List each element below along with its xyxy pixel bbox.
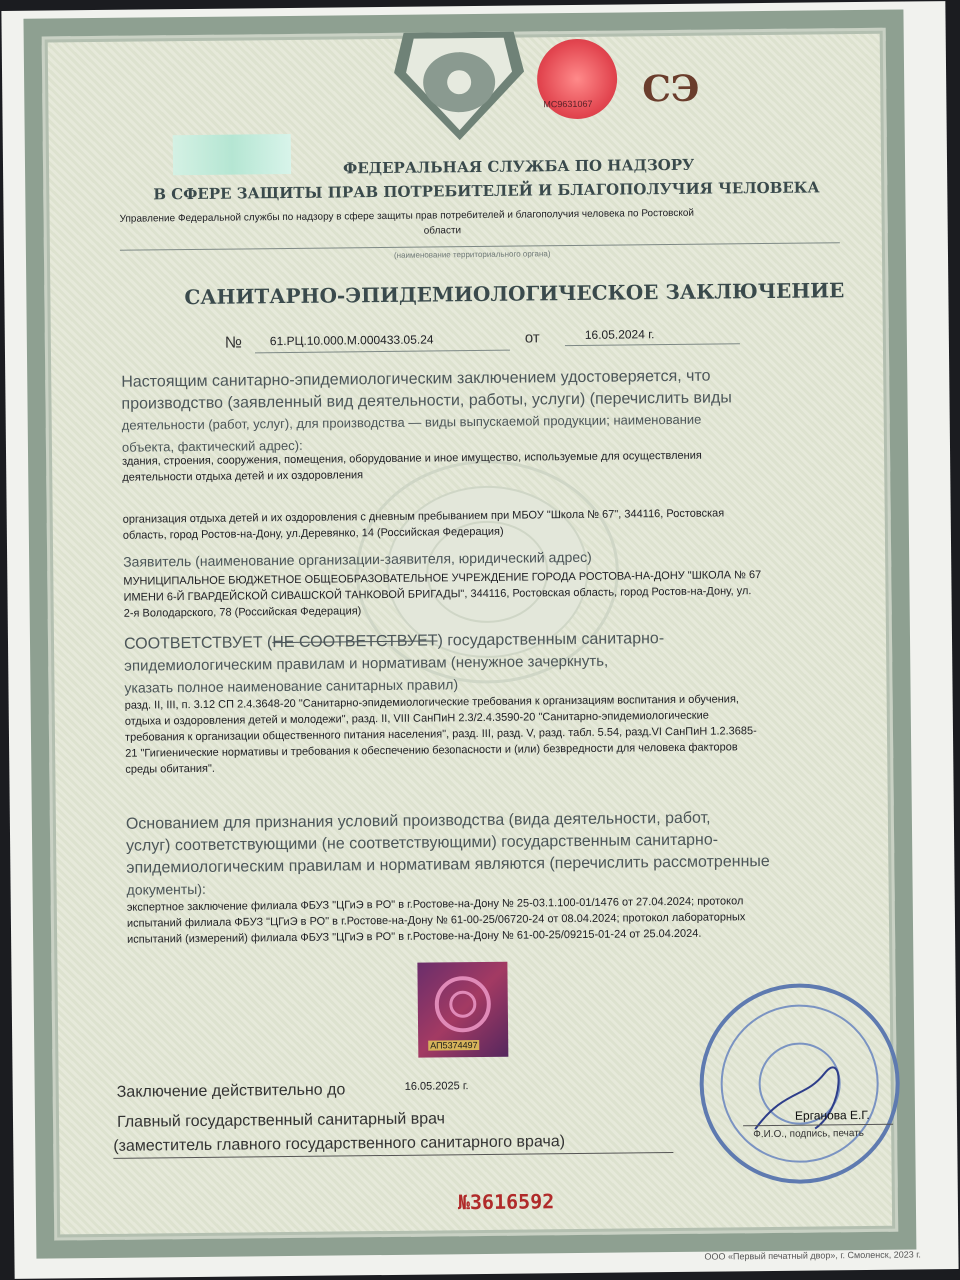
validity-date: 16.05.2025 г. <box>404 1080 469 1093</box>
security-hologram: МС9631067 <box>537 39 618 120</box>
object-value-line2: область, город Ростов-на-Дону, ул.Деревянко, 14 (Российская Федерация) <box>122 525 504 542</box>
compliance-line2: эпидемиологическим правилам и нормативам (ненужное зачеркнуть, <box>124 652 609 675</box>
number-prefix: № <box>224 334 243 352</box>
certificate-number: 61.РЦ.10.000.М.000433.05.24 <box>269 332 434 349</box>
applicant-value: МУНИЦИПАЛЬНОЕ БЮДЖЕТНОЕ ОБЩЕОБРАЗОВАТЕЛЬНОЕ УЧРЕЖДЕНИЕ ГОРОДА РОСТОВА-НА-ДОНУ "ШКОЛА № 67 <box>123 569 762 588</box>
agency-name: ФЕДЕРАЛЬНАЯ СЛУЖБА ПО НАДЗОРУ <box>342 155 695 178</box>
basis-text-line2: услуг) соответствующими (не соответствующими) государственным санитарно- <box>126 831 719 855</box>
date-prefix: от <box>524 329 540 347</box>
activity-value: здания, строения, сооружения, помещения, оборудование и иное имущество, используемые для осуществления <box>122 449 702 468</box>
compliance-rest: ) государственным санитарно- <box>437 630 665 650</box>
serial-number: №3616592 <box>457 1189 555 1215</box>
certifies-text: Настоящим санитарно-эпидемиологическим заключением удостоверяется, что <box>121 367 711 391</box>
basis-value-line3: испытаний (измерений) филиала ФБУЗ "ЦГиЭ в РО" в г.Ростове-на-Дону № 61-00-25/09215-01-24 от 25.04.2024. <box>127 927 702 946</box>
signatory-title: Главный государственный санитарный врач <box>116 1110 446 1131</box>
rules-value-line3: требования к организации общественного питания населения", разд. III, разд. V, разд. табл. 5.54, разд.VI СанПиН 1.2.3685- <box>124 725 757 744</box>
basis-value: экспертное заключение филиала ФБУЗ "ЦГиЭ в РО" в г.Ростове-на-Дону № 25-03.1.100-01/1476 от 27.04.2024; протокол <box>126 895 744 914</box>
certifies-text-line2: производство (заявленный вид деятельности, работы, услуги) (перечислить виды <box>121 389 732 413</box>
rules-value-line2: отдыха и оздоровления детей и молодежи", разд. II, VIII СанПиН 2.3/2.4.3590-20 "Санитарно-эпидемиологические <box>124 709 709 728</box>
document-paper <box>1 1 958 1279</box>
official-stamp-icon <box>694 978 906 1190</box>
basis-text-line3: эпидемиологическим правилам и нормативам являются (перечислить рассмотренные <box>126 852 770 877</box>
basis-text-line4: документы): <box>126 880 206 898</box>
seal-logo-icon <box>433 974 494 1035</box>
territorial-body-caption: (наименование территориального органа) <box>393 249 551 260</box>
hologram-sticker <box>173 134 291 175</box>
applicant-value-line2: ИМЕНИ 6-Й ГВАРДЕЙСКОЙ СИВАШСКОЙ ТАНКОВОЙ БРИГАДЫ", 344116, Ростовская область, город Ростов-на-Дону, ул. <box>123 585 752 604</box>
signatory-title-line2: (заместитель главного государственного санитарного врача) <box>113 1133 566 1155</box>
signatory-name: Ерганова Е.Г. <box>794 1107 870 1123</box>
agency-name-line2: В СФЕРЕ ЗАЩИТЫ ПРАВ ПОТРЕБИТЕЛЕЙ И БЛАГОПОЛУЧИЯ ЧЕЛОВЕКА <box>153 178 820 204</box>
compliance-line3: указать полное наименование санитарных правил) <box>124 676 459 696</box>
document-title: САНИТАРНО-ЭПИДЕМИОЛОГИЧЕСКОЕ ЗАКЛЮЧЕНИЕ <box>184 278 845 310</box>
rules-value: разд. II, III, п. 3.12 СП 2.4.3648-20 "Санитарно-эпидемиологические требования к организациям воспитания и обучения, <box>124 693 740 712</box>
eagle-emblem-icon <box>394 32 525 141</box>
rules-value-line4: 21 "Гигиенические нормативы и требования к обеспечению безопасности и (или) безвредности для человека факторов <box>125 741 738 760</box>
territorial-body-line2: области <box>423 225 462 237</box>
printer-note: ООО «Первый печатный двор», г. Смоленск, 2023 г. <box>704 1249 921 1262</box>
issue-date: 16.05.2024 г. <box>584 327 655 342</box>
validity-label: Заключение действительно до <box>116 1081 346 1101</box>
certifies-text-line3: деятельности (работ, услуг), для производства — виды выпускаемой продукции; наименование <box>121 411 702 433</box>
object-value: организация отдыха детей и их оздоровления с дневным пребыванием при МБОУ "Школа № 67", 344116, Ростовская <box>122 507 725 526</box>
hologram-seal: АП5374497 <box>417 962 508 1058</box>
signature-caption: Ф.И.О., подпись, печать <box>753 1128 865 1141</box>
basis-value-line2: испытаний филиала ФБУЗ "ЦГиЭ в РО" в г.Ростове-на-Дону № 61-00-25/06720-24 от 08.04.2024; протокол лабораторных <box>126 911 746 930</box>
certificate-sheet <box>23 10 916 1259</box>
territorial-body: Управление Федеральной службы по надзору в сфере защиты прав потребителей и благополучия человека по Ростовской <box>119 207 695 225</box>
activity-value-line2: деятельности отдыха детей и их оздоровления <box>122 469 364 484</box>
struck-text: НЕ СООТВЕТСТВУЕТ <box>272 632 438 652</box>
applicant-label: Заявитель (наименование организации-заявителя, юридический адрес) <box>123 548 592 570</box>
certifies-text-line4: объекта, фактический адрес): <box>121 437 303 455</box>
conforms-text: СООТВЕТСТВУЕТ ( <box>123 634 273 653</box>
rules-value-line5: среды обитания". <box>125 762 216 776</box>
basis-text: Основанием для признания условий производства (вида деятельности, работ, <box>125 809 711 833</box>
applicant-value-line3: 2-я Володарского, 78 (Российская Федерация) <box>123 605 362 620</box>
brand-logo: СЭ <box>642 67 700 111</box>
